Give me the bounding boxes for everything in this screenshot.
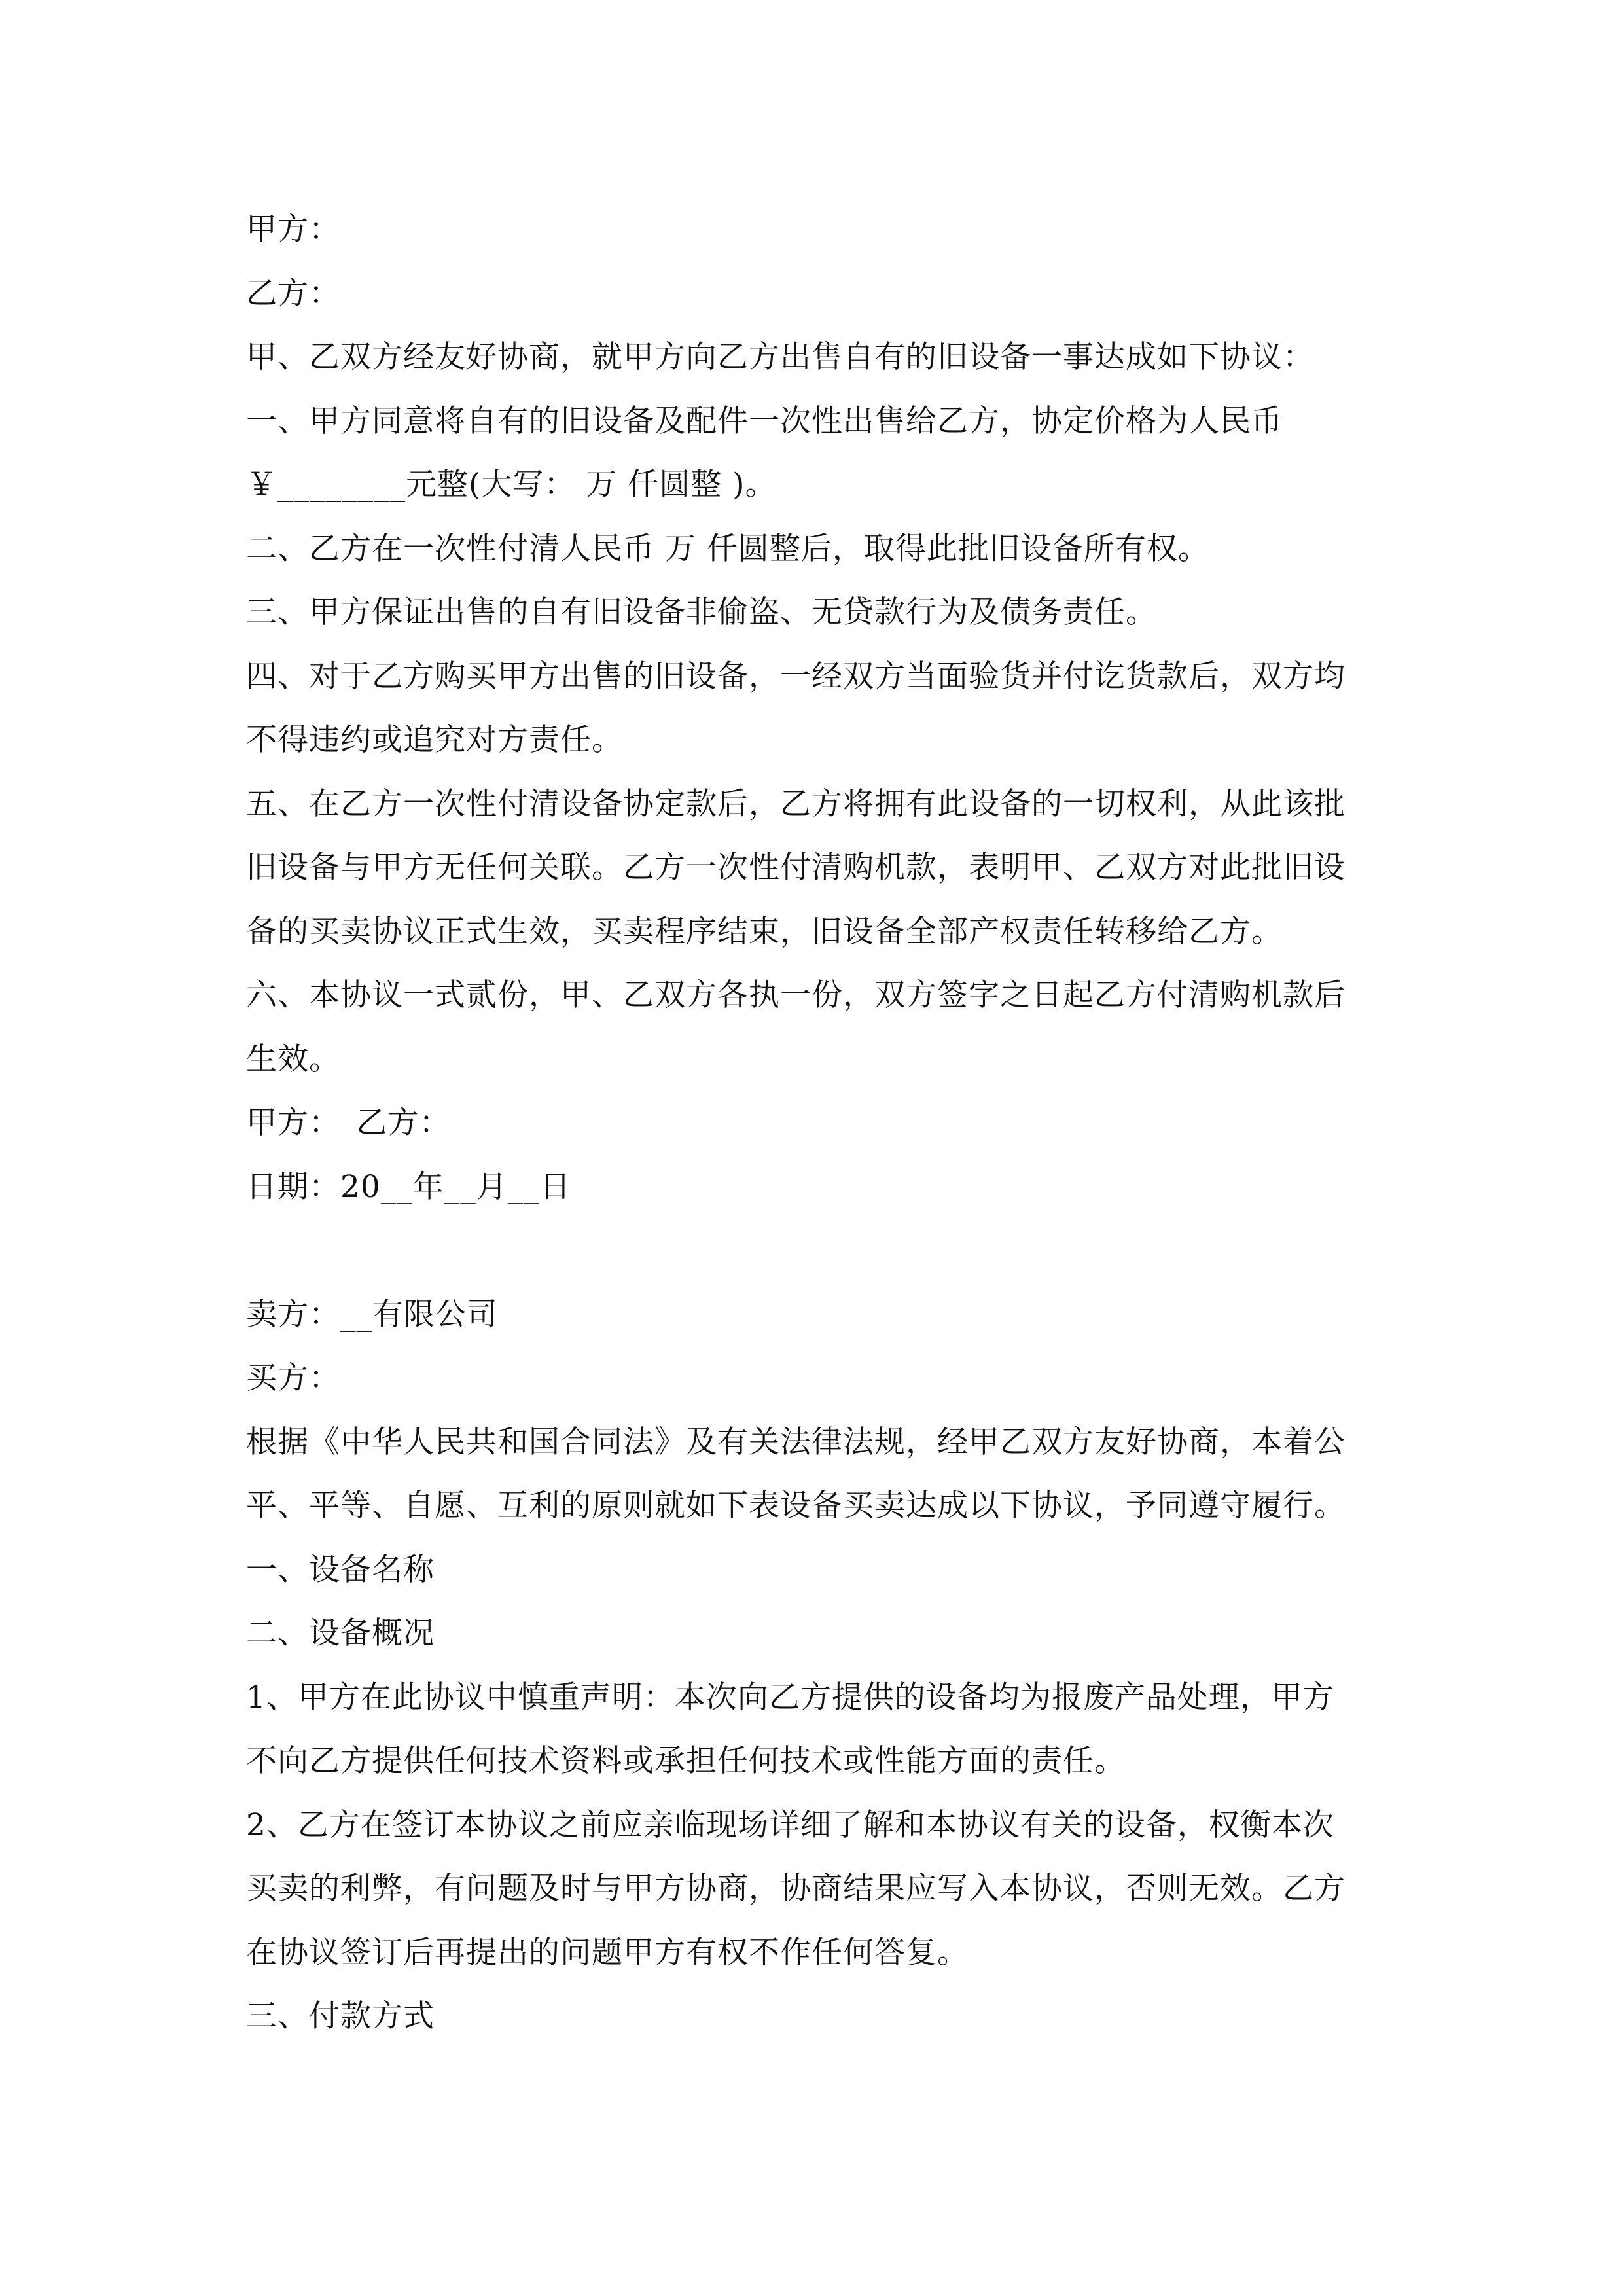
seller-label: 卖方：__有限公司 — [246, 1296, 498, 1333]
document-body — [246, 198, 1398, 2049]
heading-equipment-overview: 二、设备概况 — [246, 1615, 435, 1651]
section-spacer — [246, 1219, 1398, 1283]
date-line: 日期：20__年__月__日 — [246, 1168, 571, 1205]
clause-5-line-2: 旧设备与甲方无任何关联。乙方一次性付清购机款，表明甲、乙双方对此批旧设 — [246, 850, 1346, 886]
clause-1-line-2: ￥________元整(大写： 万 仟圆整 )。 — [246, 467, 777, 503]
preamble-line-1: 根据《中华人民共和国合同法》及有关法律法规，经甲乙双方友好协商，本着公 — [246, 1424, 1346, 1460]
buyer-label: 买方： — [246, 1360, 340, 1396]
clause-5-line-3: 备的买卖协议正式生效，买卖程序结束，旧设备全部产权责任转移给乙方。 — [246, 913, 1283, 950]
agreement-intro: 甲、乙双方经友好协商，就甲方向乙方出售自有的旧设备一事达成如下协议： — [246, 339, 1314, 375]
clause-4-line-1: 四、对于乙方购买甲方出售的旧设备，一经双方当面验货并付讫货款后，双方均 — [246, 658, 1346, 694]
item-2-line-2: 买卖的利弊，有问题及时与甲方协商，协商结果应写入本协议，否则无效。乙方 — [246, 1871, 1346, 1907]
item-2-line-1: 2、乙方在签订本协议之前应亲临现场详细了解和本协议有关的设备，权衡本次 — [246, 1806, 1334, 1843]
party-a-label: 甲方： — [246, 211, 340, 247]
clause-6-line-2: 生效。 — [246, 1041, 340, 1077]
clause-2: 二、乙方在一次性付清人民币 万 仟圆整后，取得此批旧设备所有权。 — [246, 530, 1209, 567]
item-2-line-3: 在协议签订后再提出的问题甲方有权不作任何答复。 — [246, 1934, 969, 1971]
agreement-section-1 — [246, 198, 1398, 1219]
clause-1-line-1: 一、甲方同意将自有的旧设备及配件一次性出售给乙方，协定价格为人民币 — [246, 403, 1283, 439]
heading-payment-method: 三、付款方式 — [246, 1998, 435, 2034]
clause-3: 三、甲方保证出售的自有旧设备非偷盗、无贷款行为及债务责任。 — [246, 594, 1157, 630]
agreement-section-2 — [246, 1283, 1398, 2049]
party-b-label: 乙方： — [246, 275, 340, 312]
clause-6-line-1: 六、本协议一式贰份，甲、乙双方各执一份，双方签字之日起乙方付清购机款后 — [246, 977, 1346, 1013]
preamble-line-2: 平、平等、自愿、互利的原则就如下表设备买卖达成以下协议，予同遵守履行。 — [246, 1488, 1346, 1524]
clause-4-line-2: 不得违约或追究对方责任。 — [246, 722, 623, 758]
item-1-line-1: 1、甲方在此协议中慎重声明：本次向乙方提供的设备均为报废产品处理，甲方 — [246, 1679, 1334, 1715]
signature-line: 甲方： 乙方： — [246, 1105, 451, 1141]
clause-5-line-1: 五、在乙方一次性付清设备协定款后，乙方将拥有此设备的一切权利，从此该批 — [246, 785, 1346, 822]
item-1-line-2: 不向乙方提供任何技术资料或承担任何技术或性能方面的责任。 — [246, 1743, 1126, 1779]
heading-equipment-name: 一、设备名称 — [246, 1551, 435, 1588]
